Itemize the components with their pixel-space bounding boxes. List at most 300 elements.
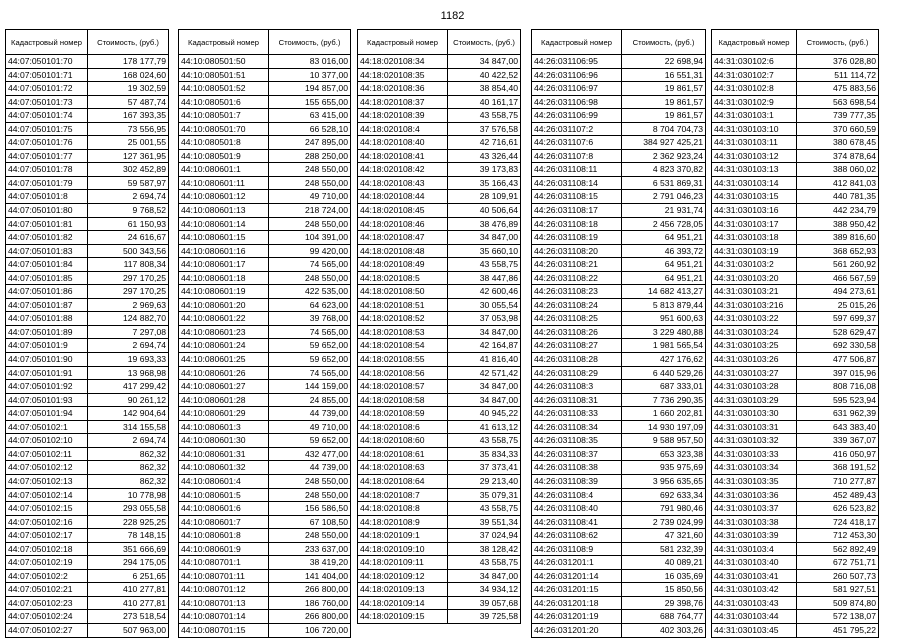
table-row [179, 149, 351, 163]
table-row [712, 623, 879, 637]
table-row [712, 488, 879, 502]
cadastral-number-cell: 44:31:030103:43 [712, 596, 797, 610]
cadastral-number-cell: 44:07:050102:17 [6, 529, 88, 543]
table-row [358, 556, 521, 570]
table-row [6, 285, 169, 299]
cost-cell: 597 699,37 [797, 312, 879, 326]
table-row [532, 136, 706, 150]
table-row [712, 610, 879, 624]
cadastral-number-cell: 44:10:080501:7 [179, 109, 269, 123]
table-row [358, 542, 521, 556]
cost-cell: 416 050,97 [797, 447, 879, 461]
table-row [179, 95, 351, 109]
table-row [532, 55, 706, 69]
cost-cell: 34 847,00 [448, 325, 521, 339]
cost-cell: 59 652,00 [269, 339, 351, 353]
cadastral-number-cell: 44:31:030103:34 [712, 461, 797, 475]
cost-cell: 233 637,00 [269, 542, 351, 556]
cadastral-number-cell: 44:18:020108:6 [358, 420, 448, 434]
cadastral-number-cell: 44:26:031108:35 [532, 434, 622, 448]
cadastral-number-cell: 44:07:050102:24 [6, 610, 88, 624]
table-row [532, 502, 706, 516]
cost-cell: 40 506,64 [448, 204, 521, 218]
cost-cell: 186 760,00 [269, 596, 351, 610]
cost-cell: 451 795,22 [797, 623, 879, 637]
cost-cell: 248 550,00 [269, 176, 351, 190]
cadastral-number-cell: 44:07:050101:89 [6, 325, 88, 339]
cadastral-number-cell: 44:07:050102:1 [6, 420, 88, 434]
cadastral-number-cell: 44:26:031108:22 [532, 271, 622, 285]
cost-cell: 194 857,00 [269, 82, 351, 96]
table-row [358, 474, 521, 488]
cadastral-number-cell: 44:31:030103:10 [712, 122, 797, 136]
cadastral-number-cell: 44:07:050102:15 [6, 502, 88, 516]
cost-cell: 25 001,55 [88, 136, 169, 150]
cadastral-number-cell: 44:31:030103:28 [712, 380, 797, 394]
table-row [712, 353, 879, 367]
cost-cell: 9 588 957,50 [622, 434, 706, 448]
cost-cell: 37 373,41 [448, 461, 521, 475]
cost-cell: 710 277,87 [797, 474, 879, 488]
cost-cell: 4 823 370,82 [622, 163, 706, 177]
cost-cell: 39 768,00 [269, 312, 351, 326]
cost-cell: 507 963,00 [88, 623, 169, 637]
table-row [358, 258, 521, 272]
table-row [179, 515, 351, 529]
table-row [6, 312, 169, 326]
cost-cell: 692 633,34 [622, 488, 706, 502]
table-row [358, 231, 521, 245]
cadastral-number-cell: 44:10:080501:8 [179, 136, 269, 150]
cost-cell: 380 678,45 [797, 136, 879, 150]
cost-cell: 687 333,01 [622, 380, 706, 394]
table-row [6, 610, 169, 624]
cadastral-number-cell: 44:31:030103:35 [712, 474, 797, 488]
cost-cell: 475 883,56 [797, 82, 879, 96]
cost-cell: 73 556,95 [88, 122, 169, 136]
table-row [179, 420, 351, 434]
cost-cell: 29 398,76 [622, 596, 706, 610]
table-row [712, 244, 879, 258]
table-row [712, 176, 879, 190]
table-row [358, 420, 521, 434]
table-row [179, 353, 351, 367]
cadastral-number-cell: 44:26:031108:29 [532, 366, 622, 380]
cost-cell: 581 232,39 [622, 542, 706, 556]
cost-cell: 144 159,00 [269, 380, 351, 394]
table-row [532, 529, 706, 543]
header-cadastral-number: Кадастровый номер [6, 30, 88, 55]
table-row [532, 217, 706, 231]
table-row [179, 610, 351, 624]
cadastral-number-cell: 44:31:030103:41 [712, 569, 797, 583]
cost-cell: 124 882,70 [88, 312, 169, 326]
cadastral-number-cell: 44:10:080601:20 [179, 298, 269, 312]
cost-cell: 266 800,00 [269, 583, 351, 597]
cadastral-number-cell: 44:18:020108:44 [358, 190, 448, 204]
table-row [179, 285, 351, 299]
cost-cell: 427 176,62 [622, 353, 706, 367]
cadastral-number-cell: 44:26:031108:19 [532, 231, 622, 245]
cadastral-number-cell: 44:26:031108:17 [532, 204, 622, 218]
table-row [712, 502, 879, 516]
table-row [179, 542, 351, 556]
table-row [532, 556, 706, 570]
cadastral-number-cell: 44:18:020108:47 [358, 231, 448, 245]
cadastral-number-cell: 44:31:030103:216 [712, 298, 797, 312]
cost-cell: 410 277,81 [88, 596, 169, 610]
cadastral-number-cell: 44:26:031107:8 [532, 149, 622, 163]
cost-cell: 339 367,07 [797, 434, 879, 448]
cadastral-number-cell: 44:07:050101:94 [6, 407, 88, 421]
cost-cell: 247 895,00 [269, 136, 351, 150]
cadastral-number-cell: 44:26:031108:24 [532, 298, 622, 312]
cadastral-number-cell: 44:18:020109:12 [358, 569, 448, 583]
table-row [358, 109, 521, 123]
table-row [712, 95, 879, 109]
cadastral-number-cell: 44:31:030103:24 [712, 325, 797, 339]
cadastral-number-cell: 44:10:080501:9 [179, 149, 269, 163]
cadastral-number-cell: 44:07:050101:8 [6, 190, 88, 204]
cost-cell: 562 892,49 [797, 542, 879, 556]
cadastral-number-cell: 44:31:030103:4 [712, 542, 797, 556]
cadastral-number-cell: 44:26:031108:9 [532, 542, 622, 556]
cadastral-number-cell: 44:10:080501:51 [179, 68, 269, 82]
cost-cell: 7 297,08 [88, 325, 169, 339]
cadastral-number-cell: 44:26:031106:95 [532, 55, 622, 69]
cost-cell: 74 565,00 [269, 325, 351, 339]
cost-cell: 412 841,03 [797, 176, 879, 190]
table-row [712, 285, 879, 299]
table-row [532, 95, 706, 109]
table-row [712, 204, 879, 218]
cadastral-number-cell: 44:10:080601:1 [179, 163, 269, 177]
cost-cell: 2 969,63 [88, 298, 169, 312]
table-row [6, 258, 169, 272]
cost-cell: 43 558,75 [448, 258, 521, 272]
cost-cell: 248 550,00 [269, 163, 351, 177]
table-row [179, 136, 351, 150]
table-row [358, 217, 521, 231]
cost-cell: 2 694,74 [88, 434, 169, 448]
cost-cell: 389 816,60 [797, 231, 879, 245]
cost-cell: 46 393,72 [622, 244, 706, 258]
cost-cell: 43 558,75 [448, 502, 521, 516]
cost-cell: 21 931,74 [622, 204, 706, 218]
table-row [358, 569, 521, 583]
table-row [358, 393, 521, 407]
cost-cell: 61 150,93 [88, 217, 169, 231]
cost-cell: 388 950,42 [797, 217, 879, 231]
cadastral-number-cell: 44:07:050101:83 [6, 244, 88, 258]
cost-cell: 248 550,00 [269, 488, 351, 502]
cadastral-number-cell: 44:07:050101:91 [6, 366, 88, 380]
cost-cell: 368 652,93 [797, 244, 879, 258]
cadastral-number-cell: 44:26:031108:38 [532, 461, 622, 475]
table-row [532, 204, 706, 218]
table-row [712, 407, 879, 421]
cost-cell: 35 834,33 [448, 447, 521, 461]
cadastral-number-cell: 44:31:030103:1 [712, 109, 797, 123]
cadastral-number-cell: 44:18:020108:34 [358, 55, 448, 69]
table-row [532, 569, 706, 583]
cadastral-number-cell: 44:10:080701:13 [179, 596, 269, 610]
table-row [179, 474, 351, 488]
cadastral-number-cell: 44:18:020108:59 [358, 407, 448, 421]
cost-cell: 41 816,40 [448, 353, 521, 367]
cost-cell: 631 962,39 [797, 407, 879, 421]
cadastral-number-cell: 44:31:030103:14 [712, 176, 797, 190]
cadastral-number-cell: 44:26:031108:15 [532, 190, 622, 204]
cadastral-number-cell: 44:07:050101:90 [6, 353, 88, 367]
table-row [712, 596, 879, 610]
cost-cell: 74 565,00 [269, 258, 351, 272]
cost-cell: 2 362 923,24 [622, 149, 706, 163]
cost-cell: 28 109,91 [448, 190, 521, 204]
table-row [179, 231, 351, 245]
cadastral-number-cell: 44:07:050101:80 [6, 204, 88, 218]
cadastral-number-cell: 44:10:080601:6 [179, 502, 269, 516]
cadastral-number-cell: 44:10:080601:22 [179, 312, 269, 326]
cadastral-number-cell: 44:07:050101:9 [6, 339, 88, 353]
table-row [6, 339, 169, 353]
cost-cell: 13 968,98 [88, 366, 169, 380]
table-row [532, 244, 706, 258]
cadastral-number-cell: 44:18:020108:60 [358, 434, 448, 448]
table-row [358, 583, 521, 597]
cost-cell: 178 177,79 [88, 55, 169, 69]
cadastral-number-cell: 44:31:030103:19 [712, 244, 797, 258]
table-row [358, 353, 521, 367]
cost-cell: 417 299,42 [88, 380, 169, 394]
table-row [532, 339, 706, 353]
table-row [358, 529, 521, 543]
cost-cell: 37 024,94 [448, 529, 521, 543]
table-row [6, 583, 169, 597]
cadastral-number-cell: 44:18:020108:42 [358, 163, 448, 177]
cadastral-number-cell: 44:10:080601:26 [179, 366, 269, 380]
cost-cell: 25 015,26 [797, 298, 879, 312]
cost-cell: 432 477,00 [269, 447, 351, 461]
cadastral-number-cell: 44:26:031201:15 [532, 583, 622, 597]
cadastral-number-cell: 44:26:031108:20 [532, 244, 622, 258]
cadastral-number-cell: 44:31:030103:31 [712, 420, 797, 434]
table-row [712, 542, 879, 556]
table-row [179, 204, 351, 218]
cost-cell: 293 055,58 [88, 502, 169, 516]
cost-cell: 511 114,72 [797, 68, 879, 82]
cadastral-number-cell: 44:07:050101:82 [6, 231, 88, 245]
cost-cell: 19 693,33 [88, 353, 169, 367]
cadastral-number-cell: 44:10:080601:28 [179, 393, 269, 407]
table-row [179, 393, 351, 407]
cost-cell: 38 447,86 [448, 271, 521, 285]
table-row [358, 68, 521, 82]
cadastral-number-cell: 44:07:050102:11 [6, 447, 88, 461]
table-row [532, 366, 706, 380]
cost-cell: 83 016,00 [269, 55, 351, 69]
table-row [6, 190, 169, 204]
cost-cell: 19 302,59 [88, 82, 169, 96]
cadastral-number-cell: 44:31:030103:27 [712, 366, 797, 380]
cadastral-number-cell: 44:31:030102:8 [712, 82, 797, 96]
cadastral-number-cell: 44:18:020108:56 [358, 366, 448, 380]
table-row [6, 204, 169, 218]
table-row [532, 420, 706, 434]
table-row [6, 298, 169, 312]
table-row [6, 163, 169, 177]
table-row [532, 163, 706, 177]
cost-cell: 117 808,34 [88, 258, 169, 272]
cost-cell: 16 035,69 [622, 569, 706, 583]
cost-cell: 563 698,54 [797, 95, 879, 109]
cadastral-number-cell: 44:26:031108:33 [532, 407, 622, 421]
table-row [6, 366, 169, 380]
table-row [179, 447, 351, 461]
cost-cell: 572 138,07 [797, 610, 879, 624]
table-row [179, 529, 351, 543]
table-row [532, 312, 706, 326]
cost-cell: 44 739,00 [269, 407, 351, 421]
cost-cell: 64 951,21 [622, 271, 706, 285]
table-row [179, 339, 351, 353]
cost-cell: 528 629,47 [797, 325, 879, 339]
cost-cell: 862,32 [88, 447, 169, 461]
table-row [179, 163, 351, 177]
cost-cell: 6 440 529,26 [622, 366, 706, 380]
table-row [532, 353, 706, 367]
cadastral-number-cell: 44:10:080601:27 [179, 380, 269, 394]
cost-cell: 39 725,58 [448, 610, 521, 624]
cadastral-number-cell: 44:10:080601:31 [179, 447, 269, 461]
table-row [532, 610, 706, 624]
cost-cell: 64 951,21 [622, 258, 706, 272]
cadastral-number-cell: 44:31:030102:7 [712, 68, 797, 82]
table-row [179, 312, 351, 326]
cost-cell: 78 148,15 [88, 529, 169, 543]
cost-cell: 22 698,94 [622, 55, 706, 69]
table-row [179, 569, 351, 583]
cadastral-number-cell: 44:07:050101:93 [6, 393, 88, 407]
cost-cell: 5 813 879,44 [622, 298, 706, 312]
table-row [532, 542, 706, 556]
cadastral-number-cell: 44:18:020108:40 [358, 136, 448, 150]
cost-cell: 494 273,61 [797, 285, 879, 299]
table-row [712, 190, 879, 204]
cadastral-number-cell: 44:18:020108:57 [358, 380, 448, 394]
cadastral-number-cell: 44:31:030103:36 [712, 488, 797, 502]
cadastral-number-cell: 44:18:020108:35 [358, 68, 448, 82]
cadastral-number-cell: 44:26:031108:27 [532, 339, 622, 353]
cadastral-number-cell: 44:07:050101:85 [6, 271, 88, 285]
cadastral-number-cell: 44:07:050101:70 [6, 55, 88, 69]
table-row [6, 569, 169, 583]
cost-cell: 791 980,46 [622, 502, 706, 516]
table-row [179, 380, 351, 394]
header-cadastral-number: Кадастровый номер [532, 30, 622, 55]
table-row [358, 95, 521, 109]
table-row [712, 258, 879, 272]
cost-cell: 43 326,44 [448, 149, 521, 163]
cost-cell: 595 523,94 [797, 393, 879, 407]
table-row [358, 163, 521, 177]
cadastral-number-cell: 44:18:020108:48 [358, 244, 448, 258]
cadastral-number-cell: 44:26:031201:19 [532, 610, 622, 624]
cadastral-number-cell: 44:18:020108:46 [358, 217, 448, 231]
table-row [712, 82, 879, 96]
cadastral-table-1 [5, 29, 169, 638]
cadastral-table-3 [357, 29, 521, 624]
cost-cell: 35 166,43 [448, 176, 521, 190]
cadastral-number-cell: 44:07:050102:2 [6, 569, 88, 583]
cadastral-number-cell: 44:26:031108:62 [532, 529, 622, 543]
cost-cell: 168 024,60 [88, 68, 169, 82]
table-row [6, 82, 169, 96]
table-row [532, 68, 706, 82]
table-row [6, 380, 169, 394]
table-row [6, 461, 169, 475]
cost-cell: 500 343,56 [88, 244, 169, 258]
table-row [179, 461, 351, 475]
cadastral-number-cell: 44:31:030103:18 [712, 231, 797, 245]
table-row [712, 529, 879, 543]
cadastral-number-cell: 44:26:031106:99 [532, 109, 622, 123]
cost-cell: 561 260,92 [797, 258, 879, 272]
cadastral-number-cell: 44:26:031108:31 [532, 393, 622, 407]
cost-cell: 248 550,00 [269, 474, 351, 488]
table-row [6, 136, 169, 150]
table-row [532, 231, 706, 245]
cadastral-number-cell: 44:10:080601:25 [179, 353, 269, 367]
cost-cell: 19 861,57 [622, 82, 706, 96]
cadastral-number-cell: 44:10:080601:9 [179, 542, 269, 556]
cost-cell: 44 739,00 [269, 461, 351, 475]
table-row [6, 149, 169, 163]
cost-cell: 63 415,00 [269, 109, 351, 123]
cost-cell: 14 682 413,27 [622, 285, 706, 299]
cadastral-number-cell: 44:07:050101:78 [6, 163, 88, 177]
cost-cell: 156 586,50 [269, 502, 351, 516]
cost-cell: 40 089,21 [622, 556, 706, 570]
table-row [712, 569, 879, 583]
cadastral-number-cell: 44:26:031108:41 [532, 515, 622, 529]
cost-cell: 862,32 [88, 461, 169, 475]
table-row [358, 55, 521, 69]
table-row [6, 176, 169, 190]
cost-cell: 397 015,96 [797, 366, 879, 380]
header-cadastral-number: Кадастровый номер [358, 30, 448, 55]
table-row [712, 474, 879, 488]
header-cadastral-number: Кадастровый номер [712, 30, 797, 55]
cost-cell: 653 323,38 [622, 447, 706, 461]
cost-cell: 228 925,25 [88, 515, 169, 529]
cadastral-number-cell: 44:18:020108:51 [358, 298, 448, 312]
cost-cell: 248 550,00 [269, 271, 351, 285]
cadastral-number-cell: 44:26:031108:21 [532, 258, 622, 272]
table-row [358, 122, 521, 136]
cost-cell: 672 751,71 [797, 556, 879, 570]
table-row [712, 380, 879, 394]
cadastral-number-cell: 44:26:031108:14 [532, 176, 622, 190]
table-row [6, 68, 169, 82]
table-row [358, 136, 521, 150]
table-row [358, 190, 521, 204]
cost-cell: 47 321,60 [622, 529, 706, 543]
table-row [712, 109, 879, 123]
cost-cell: 38 476,89 [448, 217, 521, 231]
cost-cell: 739 777,35 [797, 109, 879, 123]
table-row [532, 407, 706, 421]
